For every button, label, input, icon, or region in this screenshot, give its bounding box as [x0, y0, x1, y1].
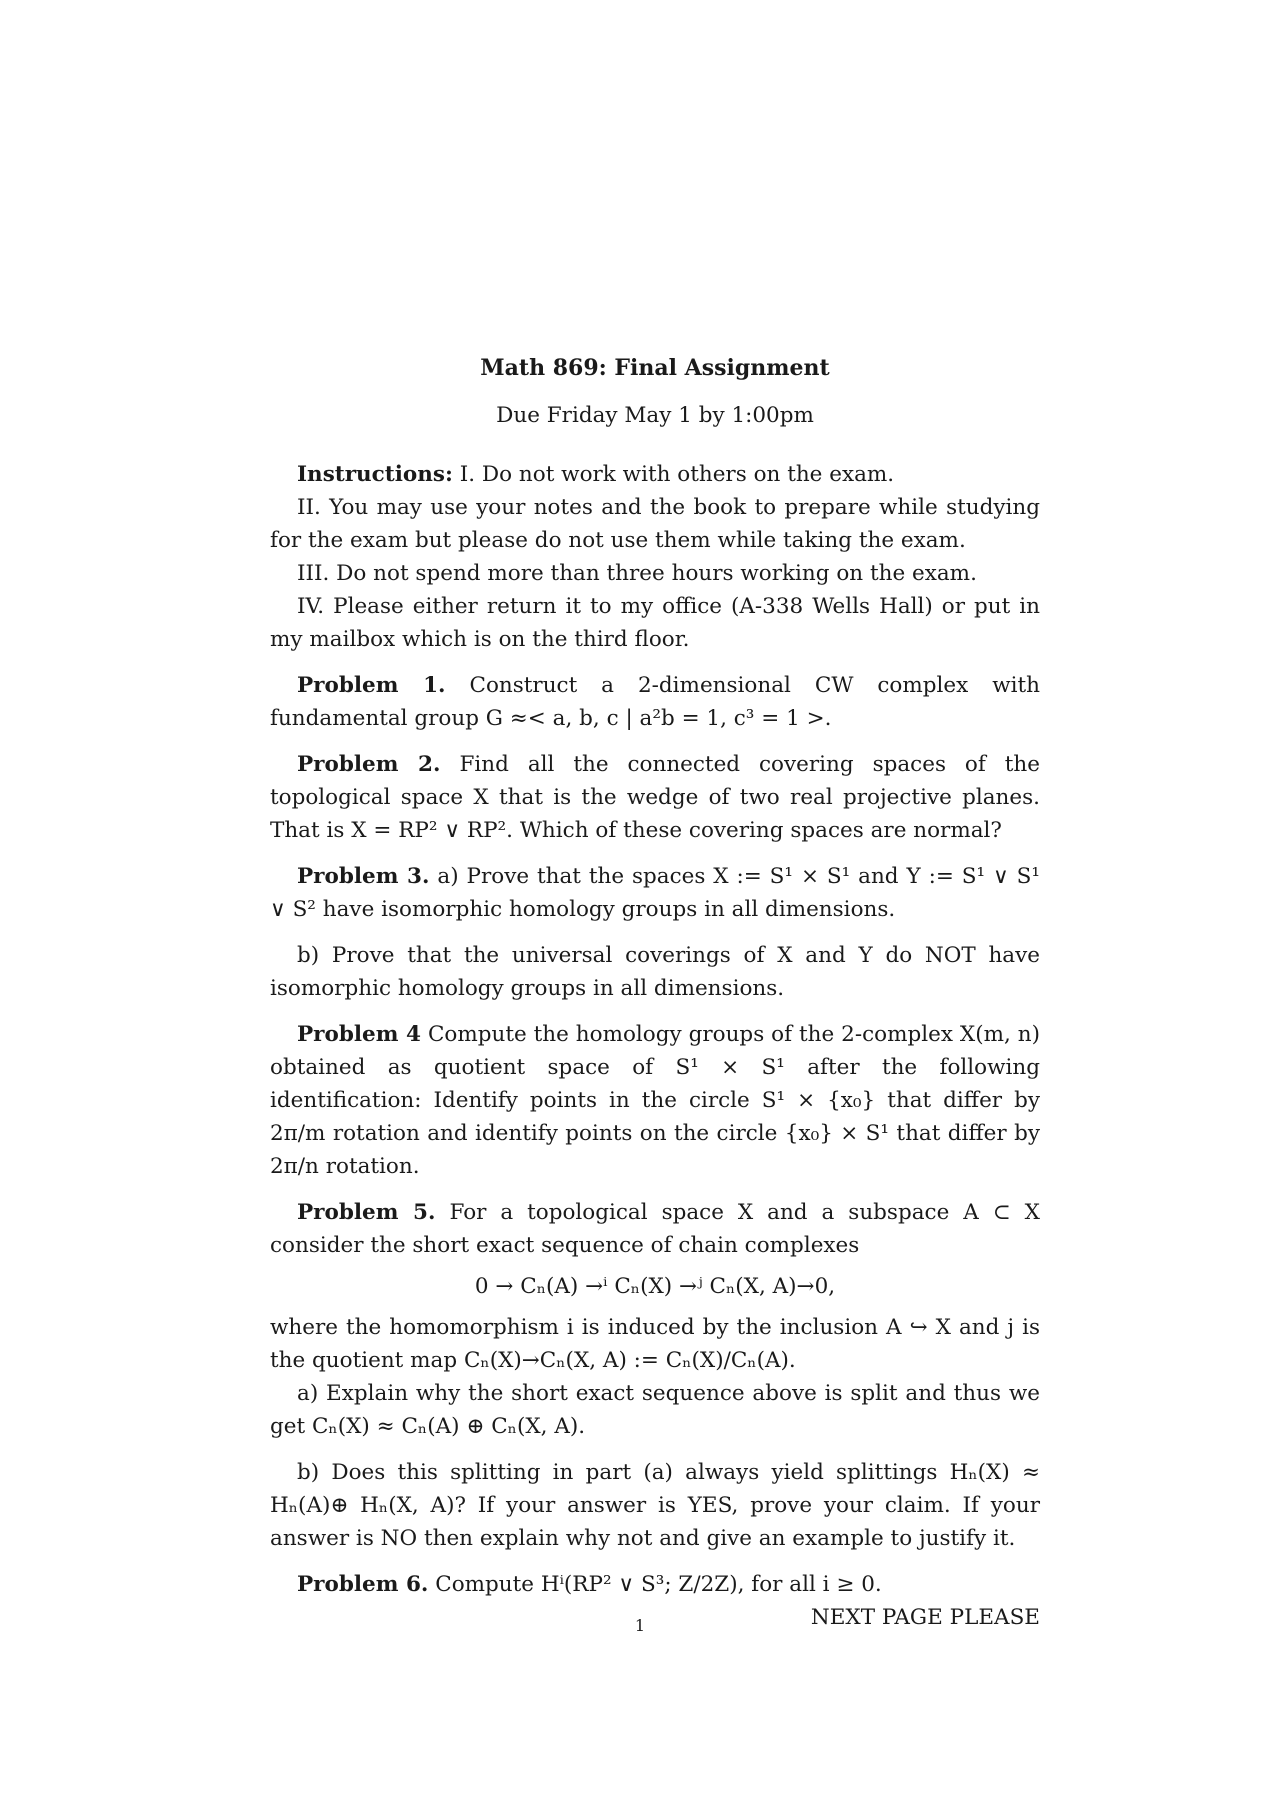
problem-4	[270, 1018, 1040, 1183]
problem-5	[270, 1196, 1040, 1262]
instruction-text: I. Do not work with others on the exam.	[459, 462, 895, 487]
document-body	[270, 352, 1040, 1634]
page-number: 1	[634, 1616, 646, 1635]
problem-text: For a topological space X and a subspace A ⊂ X consider the short exact sequence of chain complexes	[270, 1200, 1040, 1258]
problem-label: Problem 2.	[297, 752, 441, 777]
problem-5-part-a: a) Explain why the short exact sequence above is split and thus we get Cₙ(X) ≈ Cₙ(A) ⊕ Cₙ(X, A).	[270, 1381, 1040, 1439]
problem-3	[270, 860, 1040, 926]
problem-label: Problem 6.	[297, 1572, 429, 1597]
problem-label: Problem 5.	[297, 1200, 436, 1225]
exact-sequence-equation: 0 → Cₙ(A) →ⁱ Cₙ(X) →ʲ Cₙ(X, A)→0,	[474, 1274, 836, 1299]
problem-text: a) Prove that the spaces X := S¹ × S¹ and Y := S¹ ∨ S¹ ∨ S² have isomorphic homology groups in all dimensions.	[270, 864, 1040, 922]
page-title: Math 869: Final Assignment	[480, 355, 830, 381]
problem-text: Compute the homology groups of the 2-complex X(m, n) obtained as quotient space of S¹ × S¹ after the following identification: Identify points in the circle S¹ × {x₀} that differ by 2π/m rotation and identify points on the circle {x₀} × S¹ that differ by 2π/n rotation.	[270, 1022, 1040, 1179]
problem-label: Problem 4	[297, 1022, 422, 1047]
problem-6	[270, 1568, 1040, 1601]
problem-2	[270, 748, 1040, 847]
instructions-item-4: IV. Please either return it to my office (A-338 Wells Hall) or put in my mailbox which is on the third floor.	[270, 594, 1040, 652]
problem-label: Problem 3.	[297, 864, 430, 889]
problem-5-part-b: b) Does this splitting in part (a) always yield splittings Hₙ(X) ≈ Hₙ(A)⊕ Hₙ(X, A)? If your answer is YES, prove your claim. If your answer is NO then explain why not and give an example to justify it.	[270, 1460, 1040, 1551]
next-page-note: NEXT PAGE PLEASE	[810, 1605, 1040, 1630]
due-date: Due Friday May 1 by 1:00pm	[496, 403, 814, 428]
problem-text: Compute Hⁱ(RP² ∨ S³; Z/2Z), for all i ≥ 0.	[435, 1572, 882, 1597]
problem-text: Construct a 2-dimensional CW complex with fundamental group G ≈< a, b, c | a²b = 1, c³ = 1 >.	[270, 673, 1040, 731]
problem-1	[270, 669, 1040, 735]
instructions-label: Instructions:	[297, 462, 453, 487]
problem-text: Find all the connected covering spaces of the topological space X that is the wedge of two real projective planes. That is X = RP² ∨ RP². Which of these covering spaces are normal?	[270, 752, 1040, 843]
problem-3-part-b: b) Prove that the universal coverings of X and Y do NOT have isomorphic homology groups in all dimensions.	[270, 943, 1040, 1001]
problem-5-after: where the homomorphism i is induced by the inclusion A ↪ X and j is the quotient map Cₙ(X)→Cₙ(X, A) := Cₙ(X)/Cₙ(A).	[270, 1315, 1040, 1373]
instructions-item-2: II. You may use your notes and the book to prepare while studying for the exam but please do not use them while taking the exam.	[270, 495, 1040, 553]
instructions-item-3: III. Do not spend more than three hours working on the exam.	[297, 561, 977, 586]
problem-label: Problem 1.	[297, 673, 446, 698]
instructions-item-1	[270, 458, 1040, 491]
